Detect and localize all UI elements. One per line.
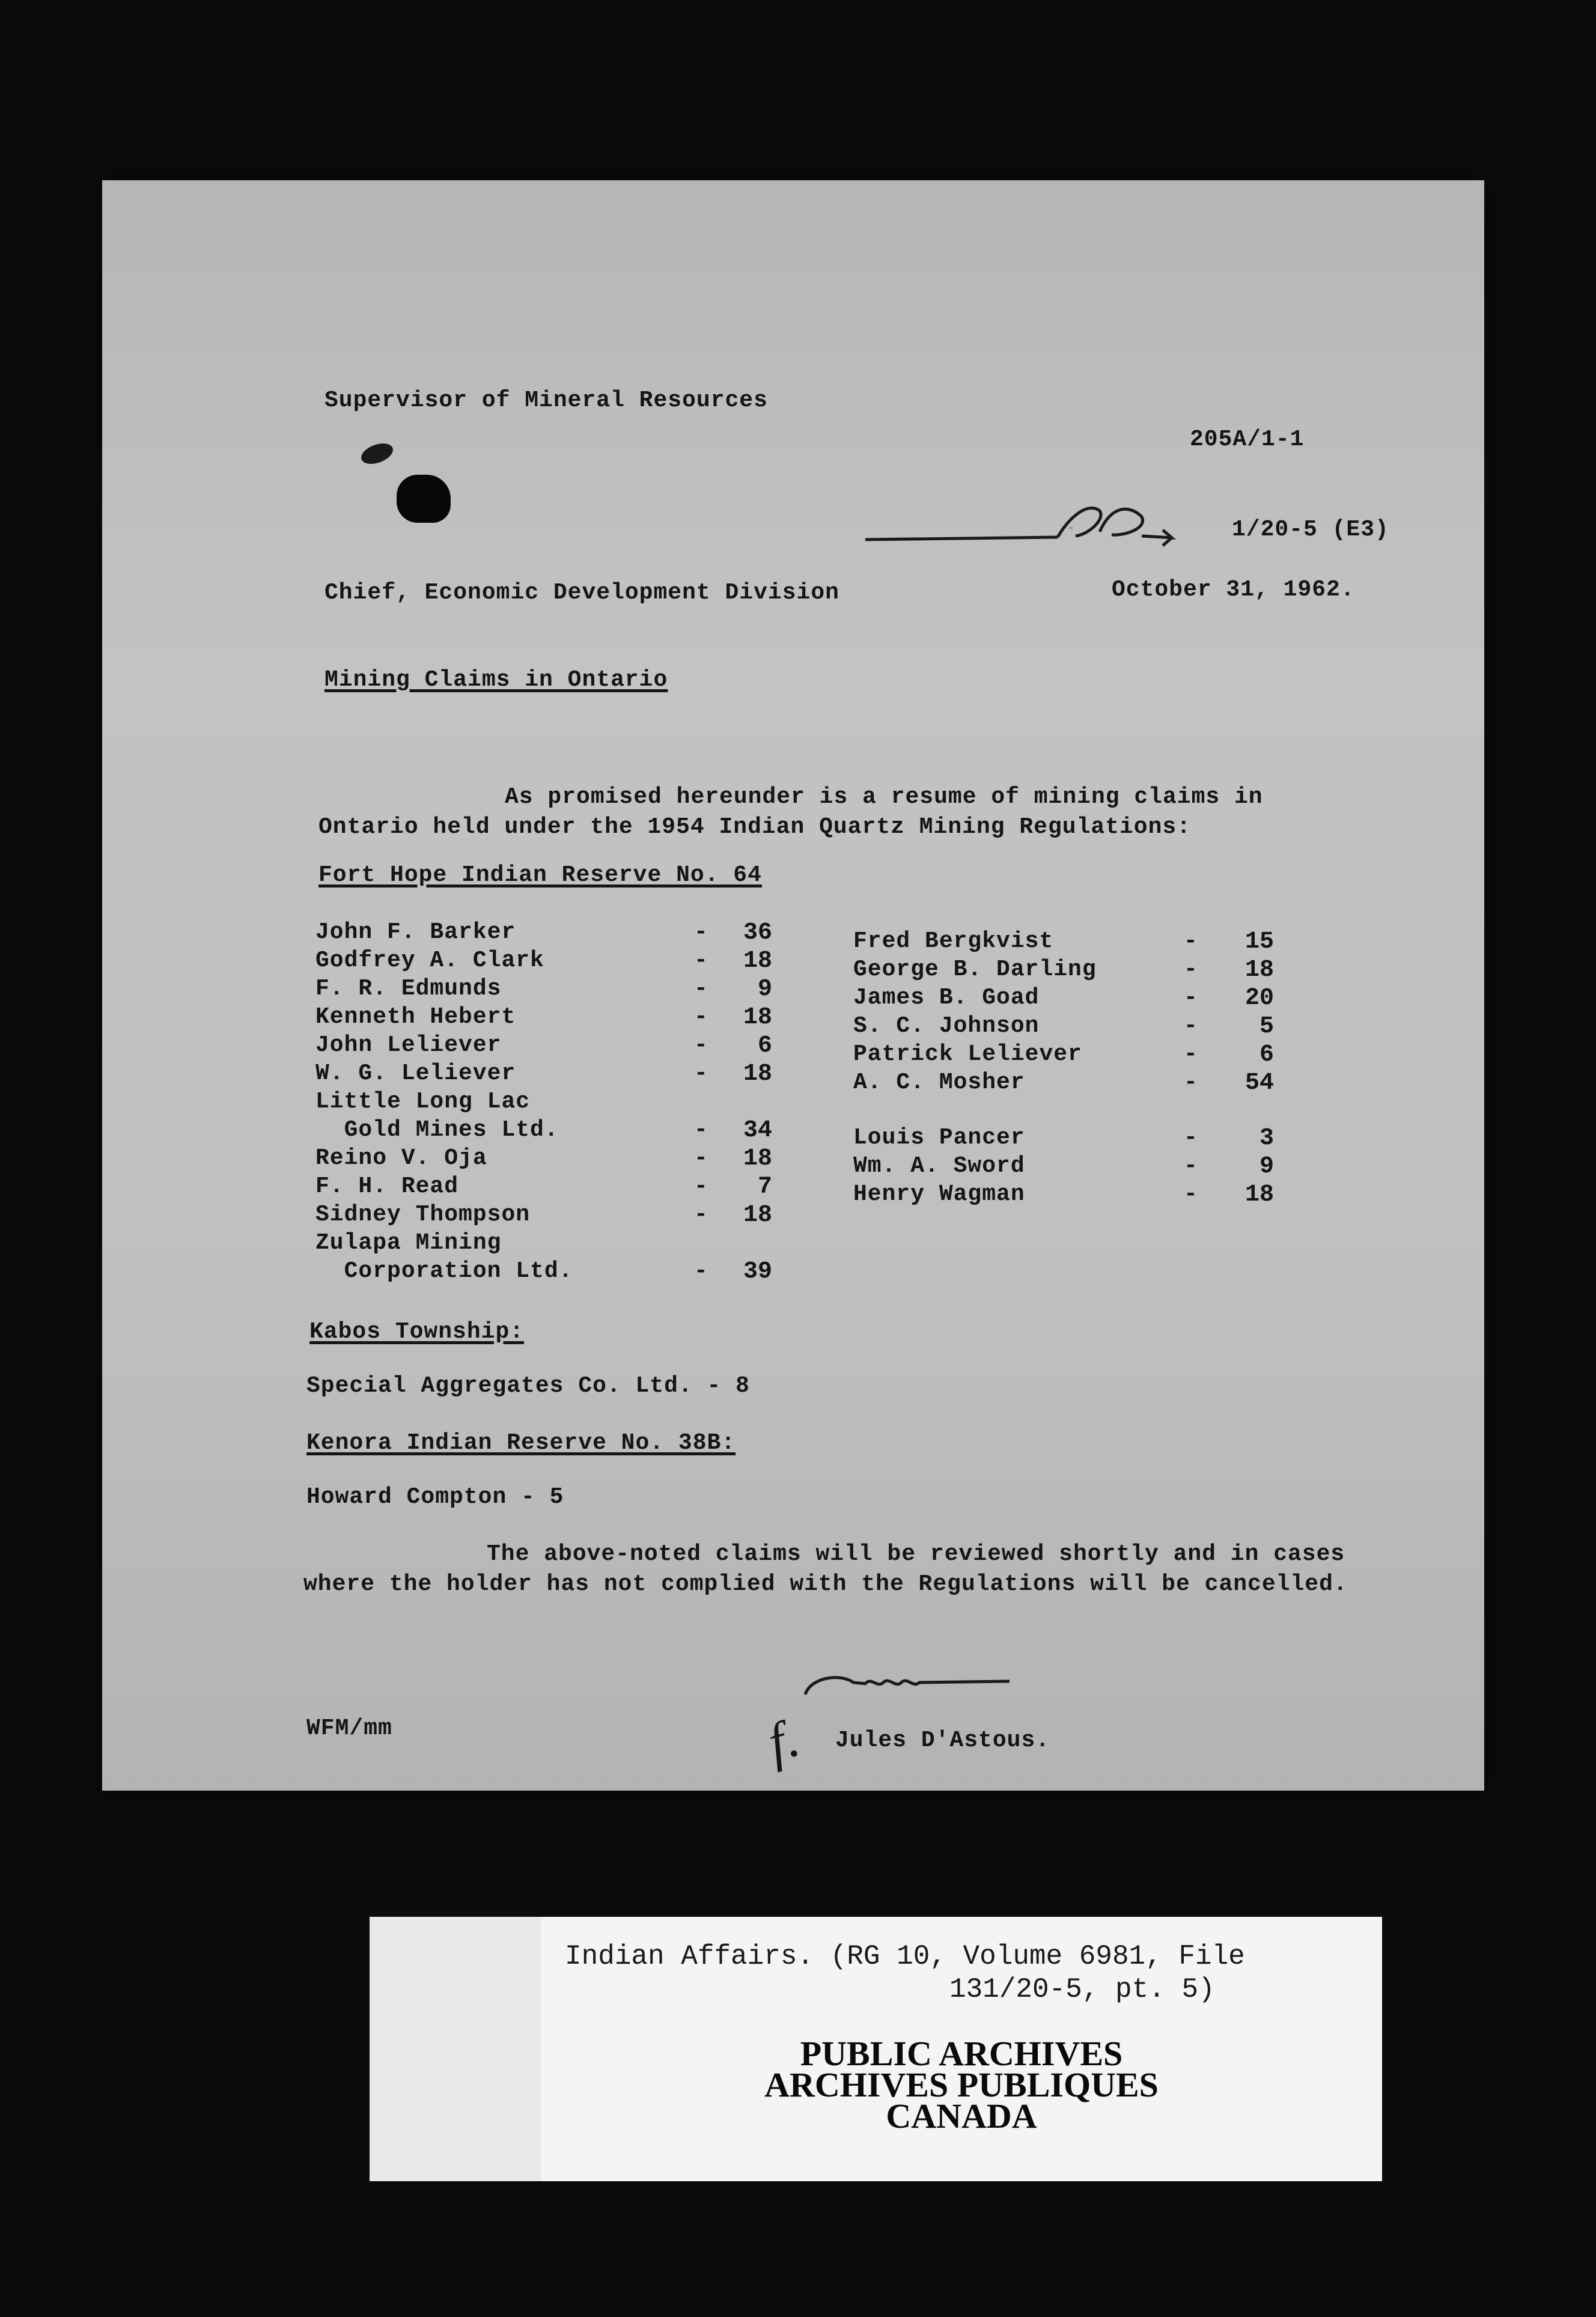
claim-dash: - [694, 1258, 708, 1284]
claim-holder: Corporation Ltd. [315, 1258, 573, 1284]
archive-stamp-line-1: PUBLIC ARCHIVES [800, 2034, 1123, 2073]
memo-from: Chief, Economic Development Division [324, 580, 839, 606]
signature-prefix: f. [762, 1708, 806, 1773]
claim-holder: James B. Goad [853, 985, 1040, 1011]
handwritten-initials [859, 493, 1244, 559]
claim-dash: - [1184, 1153, 1198, 1179]
typist-initials: WFM/mm [306, 1716, 392, 1741]
claim-dash: - [1184, 928, 1198, 954]
claim-dash: - [1184, 957, 1198, 982]
claim-dash: - [694, 1117, 708, 1143]
claim-dash: - [694, 1174, 708, 1199]
file-reference: 205A/1-1 [1190, 427, 1305, 452]
claim-count: 18 [743, 1145, 772, 1172]
archive-stamp-line-2: ARCHIVES PUBLIQUES [764, 2065, 1159, 2104]
closing-line-1: The above-noted claims will be reviewed shortly and in cases [487, 1541, 1345, 1567]
claim-dash: - [1184, 985, 1198, 1011]
claim-dash: - [694, 919, 708, 945]
claim-holder: F. H. Read [315, 1174, 459, 1199]
claim-dash: - [694, 1202, 708, 1228]
claim-count: 18 [743, 948, 772, 975]
claim-dash: - [1184, 1041, 1198, 1067]
intro-line-1: As promised hereunder is a resume of mining claims in [505, 784, 1263, 810]
archive-label [370, 1917, 1361, 2181]
archive-stamp-line-3: CANADA [886, 2096, 1037, 2136]
claim-holder: Gold Mines Ltd. [315, 1117, 559, 1143]
claim-count: 5 [1259, 1013, 1274, 1040]
claim-holder: Godfrey A. Clark [315, 948, 544, 973]
claim-holder: Reino V. Oja [315, 1145, 487, 1171]
claim-dash: - [694, 1145, 708, 1171]
signature-scribble [793, 1664, 1034, 1713]
claim-holder: George B. Darling [853, 957, 1097, 982]
claim-count: 6 [1259, 1041, 1274, 1068]
claim-dash: - [1184, 1070, 1198, 1095]
claim-count: 15 [1244, 928, 1274, 955]
claim-count: 18 [1244, 1181, 1274, 1208]
intro-line-2: Ontario held under the 1954 Indian Quartz Mining Regulations: [318, 814, 1192, 840]
claim-holder: F. R. Edmunds [315, 976, 502, 1002]
claim-count: 54 [1244, 1070, 1274, 1097]
claim-dash: - [694, 1061, 708, 1086]
section-title-fort-hope: Fort Hope Indian Reserve No. 64 [318, 862, 762, 888]
claim-count: 18 [743, 1202, 772, 1229]
claim-count: 34 [743, 1117, 772, 1144]
claim-dash: - [1184, 1181, 1198, 1207]
claim-count: 9 [1259, 1153, 1274, 1180]
punch-hole [397, 475, 451, 523]
claim-holder: W. G. Leliever [315, 1061, 516, 1086]
claim-dash: - [1184, 1013, 1198, 1039]
claim-holder: S. C. Johnson [853, 1013, 1040, 1039]
claim-count: 6 [757, 1032, 772, 1059]
claim-holder: Little Long Lac [315, 1089, 531, 1115]
claim-holder: John Leliever [315, 1032, 502, 1058]
closing-line-2: where the holder has not complied with the Regulations will be cancelled. [303, 1571, 1348, 1597]
claim-dash: - [694, 1032, 708, 1058]
memo-subject: Mining Claims in Ontario [324, 667, 668, 693]
kabos-entry: Special Aggregates Co. Ltd. - 8 [306, 1373, 750, 1399]
claim-holder: Sidney Thompson [315, 1202, 531, 1228]
paper-tear [359, 439, 396, 467]
archive-reference-line-2: 131/20-5, pt. 5) [949, 1974, 1215, 2005]
signature-name: Jules D'Astous. [835, 1728, 1050, 1753]
claim-holder: Wm. A. Sword [853, 1153, 1025, 1179]
section-title-kenora: Kenora Indian Reserve No. 38B: [306, 1430, 736, 1456]
memo-to: Supervisor of Mineral Resources [324, 388, 768, 413]
claim-holder: Fred Bergkvist [853, 928, 1054, 954]
claim-count: 9 [757, 976, 772, 1003]
claim-dash: - [694, 976, 708, 1002]
claim-count: 18 [1244, 957, 1274, 984]
claim-holder: Zulapa Mining [315, 1230, 502, 1256]
claim-holder: A. C. Mosher [853, 1070, 1025, 1095]
claim-holder: Kenneth Hebert [315, 1004, 516, 1030]
archive-label-card [541, 1917, 1382, 2181]
memo-date: October 31, 1962. [1112, 577, 1355, 603]
claim-holder: Louis Pancer [853, 1125, 1025, 1151]
claim-count: 39 [743, 1258, 772, 1285]
kenora-entry: Howard Compton - 5 [306, 1484, 564, 1510]
claim-holder: Patrick Leliever [853, 1041, 1082, 1067]
archive-reference-line-1: Indian Affairs. (RG 10, Volume 6981, File [565, 1941, 1245, 1972]
claim-dash: - [694, 1004, 708, 1030]
claim-count: 18 [743, 1061, 772, 1088]
claim-holder: John F. Barker [315, 919, 516, 945]
claim-dash: - [694, 948, 708, 973]
section-title-kabos: Kabos Township: [309, 1319, 525, 1345]
handwritten-initials-text: RA [1070, 528, 1073, 530]
file-reference-2: 1/20-5 (E3) [1232, 517, 1389, 543]
claim-count: 18 [743, 1004, 772, 1031]
memo-page [102, 180, 1484, 1791]
claim-dash: - [1184, 1125, 1198, 1151]
claim-count: 20 [1244, 985, 1274, 1012]
claim-holder: Henry Wagman [853, 1181, 1025, 1207]
claim-count: 3 [1259, 1125, 1274, 1152]
claim-count: 7 [757, 1174, 772, 1201]
claim-count: 36 [743, 919, 772, 946]
